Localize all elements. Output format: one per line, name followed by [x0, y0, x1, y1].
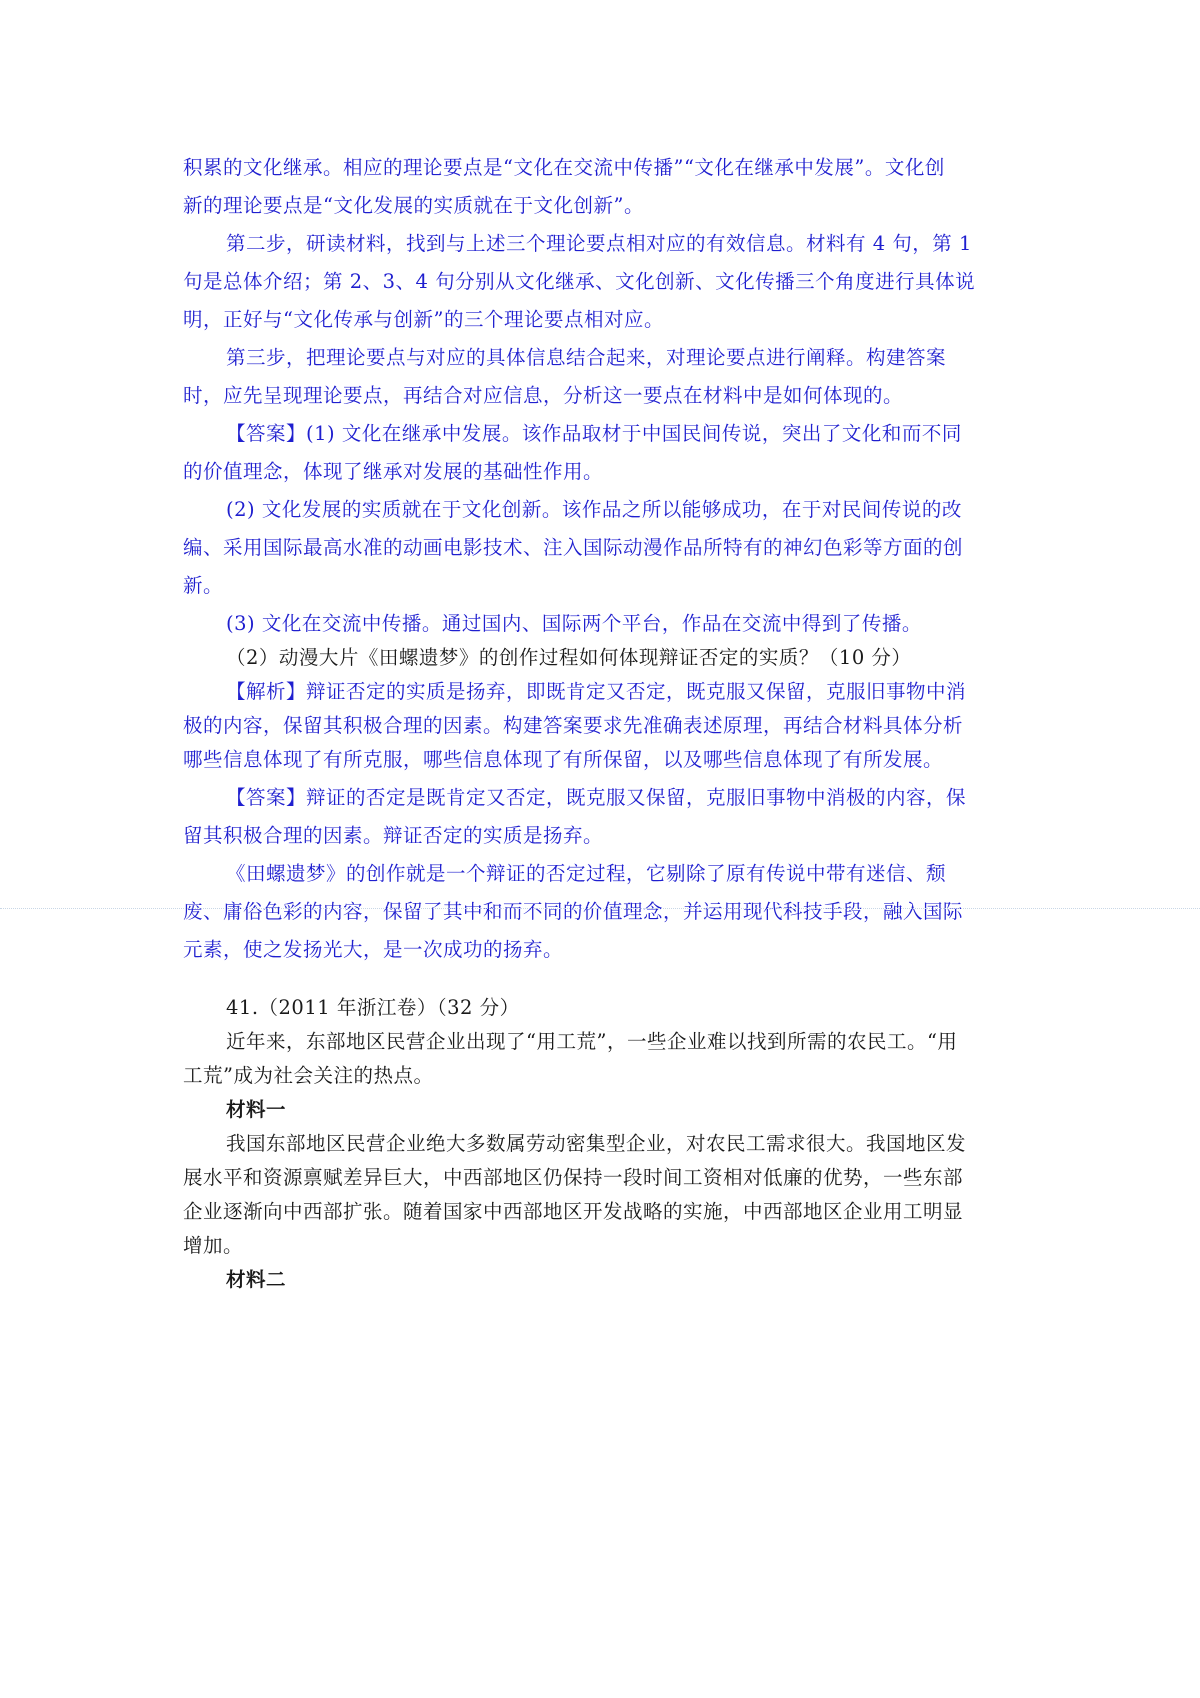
question-41-intro: 工荒”成为社会关注的热点。 [183, 1064, 434, 1087]
answer-line: 编、采用国际最高水准的动画电影技术、注入国际动漫作品所特有的神幻色彩等方面的创 [183, 536, 964, 559]
material-2-title: 材料二 [226, 1268, 287, 1291]
answer-line: 【答案】(1) 文化在继承中发展。该作品取材于中国民间传说，突出了文化和而不同 [226, 422, 962, 445]
question-41-header: 41.（2011 年浙江卷）（32 分） [226, 996, 520, 1019]
answer-line: (3) 文化在交流中传播。通过国内、国际两个平台，作品在交流中得到了传播。 [226, 612, 922, 635]
analysis-line: 时，应先呈现理论要点，再结合对应信息，分析这一要点在材料中是如何体现的。 [183, 384, 904, 407]
analysis-line: 新的理论要点是“文化发展的实质就在于文化创新”。 [183, 194, 644, 217]
material-1-line: 我国东部地区民营企业绝大多数属劳动密集型企业，对农民工需求很大。我国地区发 [226, 1132, 967, 1155]
analysis-line: 明，正好与“文化传承与创新”的三个理论要点相对应。 [183, 308, 664, 331]
analysis-line: 句是总体介绍；第 2、3、4 句分别从文化继承、文化创新、文化传播三个角度进行具体说 [183, 270, 976, 293]
answer2-line: 废、庸俗色彩的内容，保留了其中和而不同的价值理念，并运用现代科技手段，融入国际 [183, 900, 964, 923]
question-41-intro: 近年来，东部地区民营企业出现了“用工荒”，一些企业难以找到所需的农民工。“用 [226, 1030, 958, 1053]
material-1-title: 材料一 [226, 1098, 287, 1121]
material-1-line: 展水平和资源禀赋差异巨大，中西部地区仍保持一段时间工资相对低廉的优势，一些东部 [183, 1166, 964, 1189]
analysis2-line: 极的内容，保留其积极合理的因素。构建答案要求先准确表述原理，再结合材料具体分析 [183, 714, 964, 737]
analysis2-line: 【解析】辩证否定的实质是扬弃，即既肯定又否定，既克服又保留，克服旧事物中消 [226, 680, 967, 703]
answer-line: 的价值理念，体现了继承对发展的基础性作用。 [183, 460, 604, 483]
answer-line: 新。 [183, 574, 224, 597]
material-1-line: 企业逐渐向中西部扩张。随着国家中西部地区开发战略的实施，中西部地区企业用工明显 [183, 1200, 964, 1223]
material-1-line: 增加。 [183, 1234, 244, 1257]
answer2-line: 《田螺遗梦》的创作就是一个辩证的否定过程，它剔除了原有传说中带有迷信、颓 [226, 862, 947, 885]
analysis2-line: 哪些信息体现了有所克服，哪些信息体现了有所保留，以及哪些信息体现了有所发展。 [183, 748, 944, 771]
question-2: （2）动漫大片《田螺遗梦》的创作过程如何体现辩证否定的实质？（10 分） [226, 646, 912, 669]
analysis-step3-line: 第三步，把理论要点与对应的具体信息结合起来，对理论要点进行阐释。构建答案 [226, 346, 947, 369]
answer2-line: 留其积极合理的因素。辩证否定的实质是扬弃。 [183, 824, 604, 847]
answer2-line: 元素，使之发扬光大，是一次成功的扬弃。 [183, 938, 564, 961]
analysis-line: 积累的文化继承。相应的理论要点是“文化在交流中传播”“文化在继承中发展”。文化创 [183, 156, 945, 179]
answer2-line: 【答案】辩证的否定是既肯定又否定，既克服又保留，克服旧事物中消极的内容，保 [226, 786, 967, 809]
analysis-step2-line: 第二步，研读材料，找到与上述三个理论要点相对应的有效信息。材料有 4 句，第 1 [226, 232, 972, 255]
answer-line: (2) 文化发展的实质就在于文化创新。该作品之所以能够成功，在于对民间传说的改 [226, 498, 962, 521]
page-break-divider [0, 908, 1200, 909]
